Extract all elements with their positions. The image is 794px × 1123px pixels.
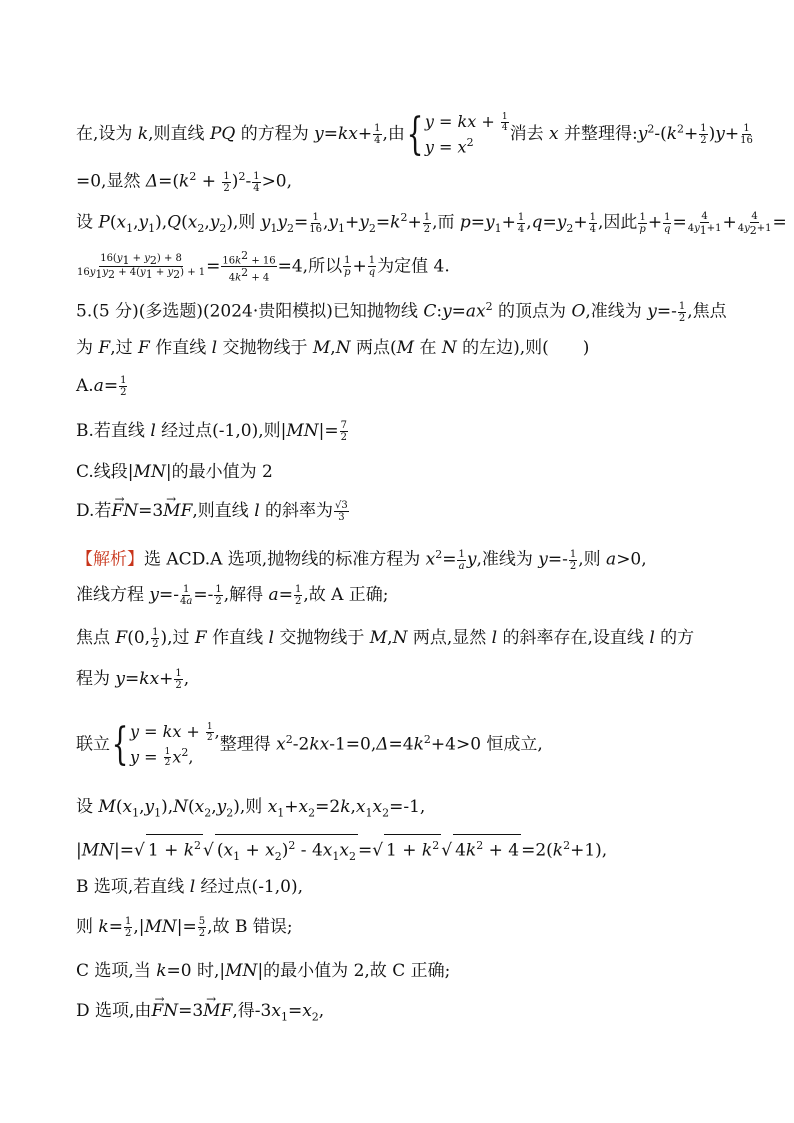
text-line: D 选项,由→ FN=3→ MF,得$-3x_1=x_2$, [76, 1000, 324, 1028]
text-line: 焦点 F(0, $\frac{1}{2}$ ),过 F 作直线 l 交抛物线于 M,N 两点,显然 l 的斜率存在,设直线 l 的方 [76, 627, 695, 650]
text-line: 为 F,过 F 作直线 l 交抛物线于 M,N 两点(M 在 N 的左边),则( ) [76, 338, 590, 358]
text-line: C 选项,当 k=0 时,|MN|的最小值为 2,故 C 正确; [76, 961, 451, 981]
text-line: =0,显然 $\Delta=(k^2$ + $\frac{1}{2}$ )$^2$- $\frac{1}{4}$ >0, [76, 170, 293, 194]
text-line: $\frac{16(y_1 + y_2) + 8}{16y_1y_2 + 4(y_1 + y_2) + 1}$ = $\frac{16k^2 + 16}{4k^2 + 4}$ =4,所以 $\frac{1}{p}$ + $\frac{1}{q}$ 为定值 4. [77, 249, 450, 284]
text-line: 程为 y=kx+ $\frac{1}{2}$ , [76, 668, 190, 691]
text-line: 准线方程 y=- $\frac{1}{4a}$ =- $\frac{1}{2}$ ,解得 a= $\frac{1}{2}$ ,故 A 正确; [76, 584, 389, 607]
text-line: 【解析】选 ACD.A 选项,抛物线的标准方程为 $x^2=$ $\frac{1}{a}$ y,准线为 y=- $\frac{1}{2}$ ,则 a>0, [76, 548, 647, 572]
text-line: 设 $P(x_1,y_1),Q(x_2,y_2)$,则 $y_1y_2=$ $\frac{1}{16}$ $,y_1+y_2=k^2+$ $\frac{1}{2}$ ,而 $p=y_1+$ $\frac{1}{4}$ $,q=y_2+$ $\frac{1}{4}$ ,因此 $\frac{1}{p}$ + $\frac{1}{q}$ = $\frac{4}{4y_1+1}$ + $\frac{4}{4y_2+1}$ = [76, 210, 787, 237]
option-a: A.a= $\frac{1}{2}$ [76, 375, 127, 398]
option-b: B.若直线 l 经过点(-1,0),则|MN|= $\frac{7}{2}$ [76, 420, 347, 443]
text-line: 则 k= $\frac{1}{2}$ ,|MN|= $\frac{5}{2}$ ,故 B 错误; [76, 916, 293, 939]
text-line: |MN|=√ $1 + k^2$ √ $(x_1 + x_2)^2 - 4x_1x_2$ =√ $1 + k^2$ √ $4k^2 + 4 =2(k^2+1)$, [76, 834, 607, 868]
text-line: B 选项,若直线 l 经过点(-1,0), [76, 877, 304, 897]
option-c: C.线段|MN|的最小值为 2 [76, 462, 273, 482]
text-line: 联立{ y = kx + $\frac{1}{2}$ , y = $\frac{1}{2}$ $x^2$, 整理得 $x^2-2kx-1=0,\Delta=4k^2+4>0$ 恒成立, [76, 719, 543, 771]
text-line: 设 $M(x_1,y_1),N(x_2,y_2)$,则 $x_1+x_2=2k,x_1x_2=-1$, [76, 797, 426, 820]
option-d: D.若→ FN=3→ MF,则直线 l 的斜率为 $\frac{√3}{3}$ [76, 500, 350, 523]
text-line: 5.(5 分)(多选题)(2024·贵阳模拟)已知抛物线 $C:y=ax^2$ 的顶点为 O,准线为 y=- $\frac{1}{2}$ ,焦点 [76, 300, 727, 324]
text-line: 在,设为 k,则直线 PQ 的方程为 y=kx+ $\frac{1}{4}$ ,由{ y = kx + $\frac{1}{4}$ $y = x^2$ 消去 x 并整理得$:y^2-(k^2+$ $\frac{1}{2}$ )y+ $\frac{1}{16}$ [76, 108, 753, 160]
